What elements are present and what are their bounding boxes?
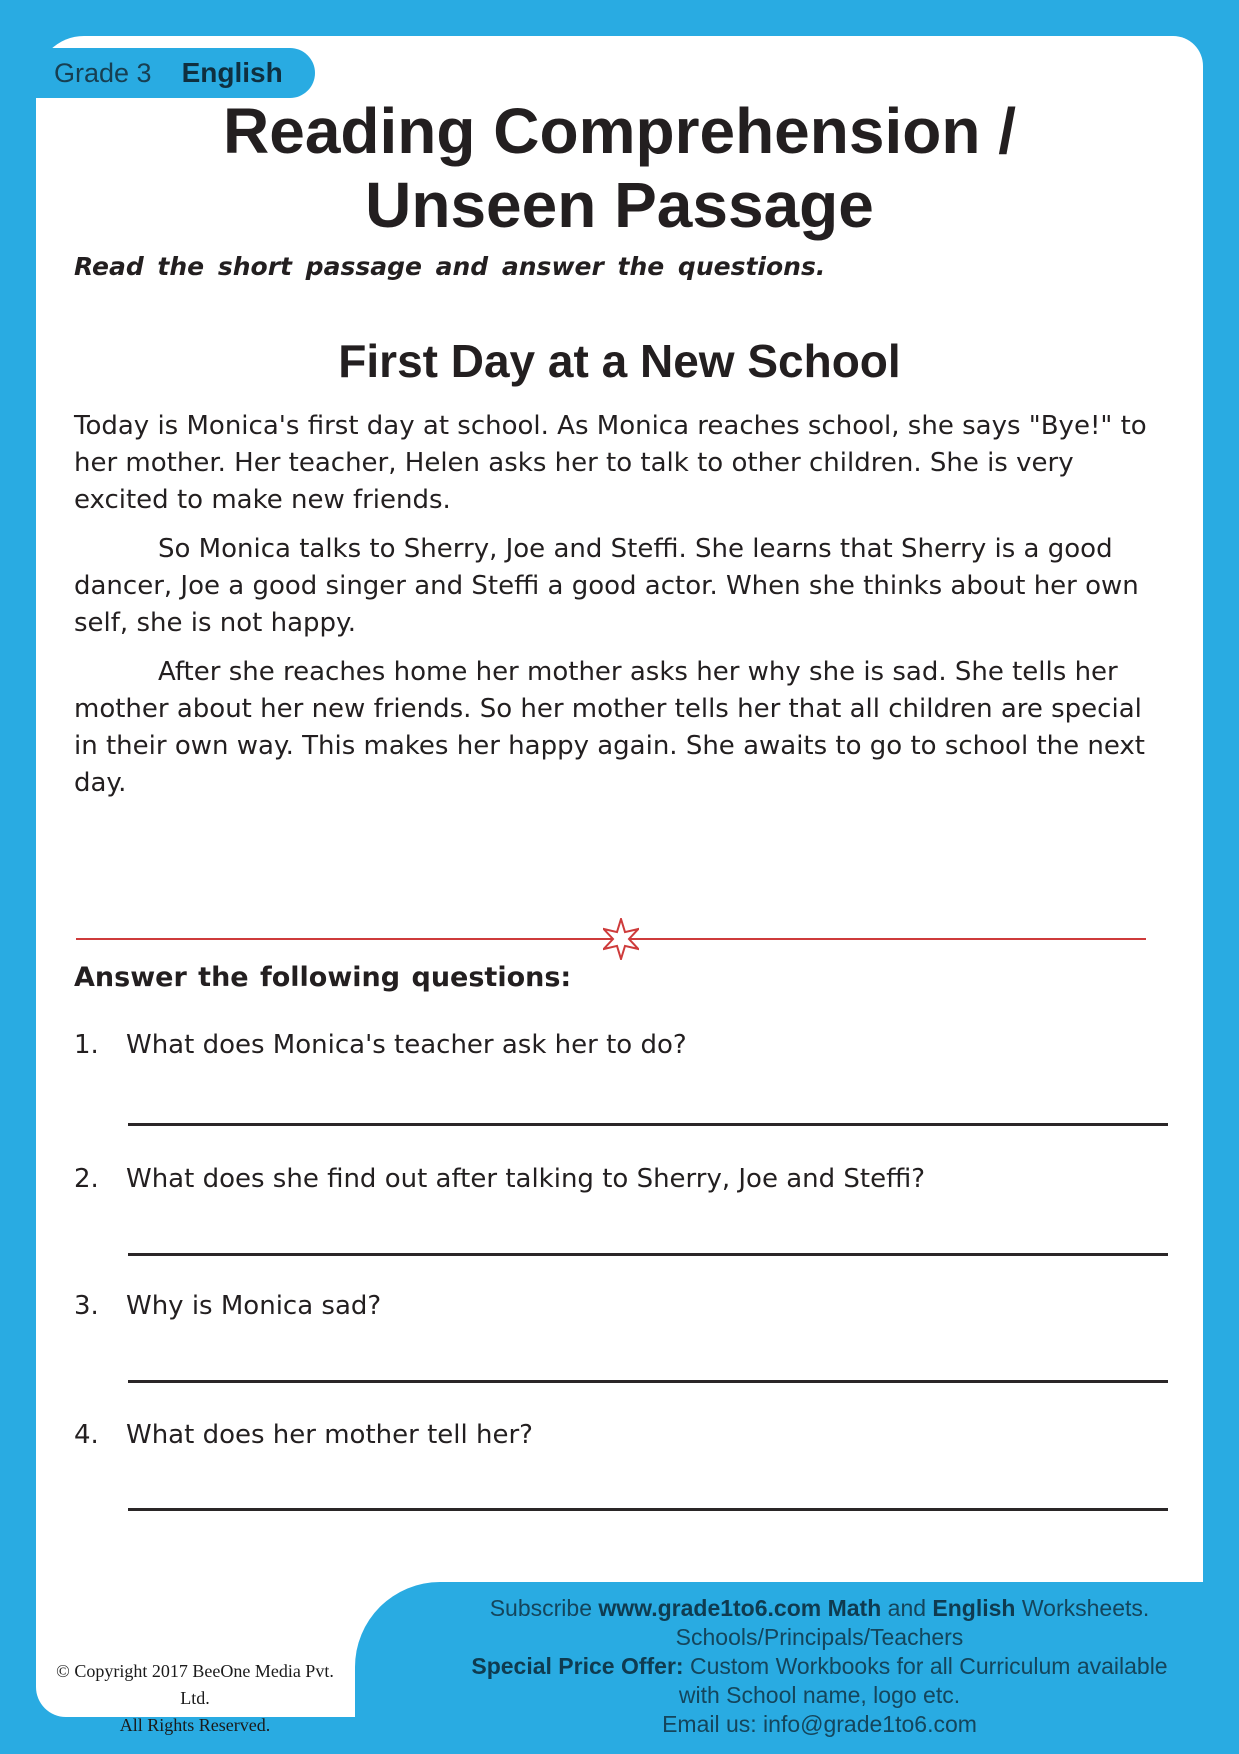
question-number: 4. (74, 1420, 99, 1450)
question-text: What does she find out after talking to Sherry, Joe and Steffi? (126, 1164, 926, 1194)
grade-subject-badge (30, 48, 315, 98)
question-item (74, 1164, 1150, 1194)
question-text: Why is Monica sad? (126, 1291, 382, 1321)
promo-subscribe-line (410, 1594, 1229, 1623)
passage-paragraph: After she reaches home her mother asks her why she is sad. She tells her mother about her new friends. So her mother tells her that all children are special in their own way. This makes her happy again. She awaits to go to school the next day. (74, 657, 1145, 798)
instruction-text: Read the short passage and answer the questions. (74, 252, 826, 281)
question-item (74, 1420, 1150, 1450)
answer-blank-line[interactable] (128, 1123, 1168, 1126)
question-number: 1. (74, 1030, 99, 1060)
promo-email-line[interactable]: Email us: info@grade1to6.com (662, 1711, 977, 1737)
six-point-star-icon (603, 918, 639, 960)
section-divider (76, 938, 1146, 940)
question-item (74, 1030, 1150, 1060)
question-item (74, 1291, 1150, 1321)
promo-customization-line: with School name, logo etc. (678, 1682, 961, 1708)
answer-blank-line[interactable] (128, 1380, 1168, 1383)
page-title-line2: Unseen Passage (365, 169, 874, 241)
question-text: What does Monica's teacher ask her to do? (126, 1030, 687, 1060)
grade-label: Grade 3 (54, 57, 152, 88)
promo-subscribe-prefix: Subscribe (489, 1595, 599, 1621)
answer-blank-line[interactable] (128, 1253, 1168, 1256)
question-number: 2. (74, 1164, 99, 1194)
promo-offer-text: Custom Workbooks for all Curriculum available (683, 1653, 1168, 1679)
promo-offer-label: Special Price Offer: (471, 1653, 684, 1679)
promo-english-label: English (932, 1595, 1016, 1621)
question-number: 3. (74, 1291, 99, 1321)
promo-offer-line (410, 1652, 1229, 1681)
promo-audience-line: Schools/Principals/Teachers (675, 1624, 964, 1650)
page-title (36, 94, 1203, 242)
promo-website-link[interactable]: www.grade1to6.com Math (598, 1595, 882, 1621)
copyright-notice (40, 1658, 350, 1739)
promo-subscribe-suffix: Worksheets. (1015, 1595, 1150, 1621)
copyright-line2: All Rights Reserved. (119, 1715, 271, 1735)
passage-paragraph: So Monica talks to Sherry, Joe and Steffi. She learns that Sherry is a good dancer, Joe a good singer and Steffi a good actor. When she thinks about her own self, she is not happy. (74, 534, 1139, 638)
page-title-line1: Reading Comprehension / (223, 95, 1016, 167)
promo-footer-panel (355, 1582, 1239, 1754)
passage-body (74, 408, 1150, 814)
subject-label: English (181, 57, 283, 88)
promo-subscribe-mid: and (881, 1595, 933, 1621)
copyright-line1: © Copyright 2017 BeeOne Media Pvt. Ltd. (56, 1661, 334, 1708)
passage-paragraph: Today is Monica's first day at school. As Monica reaches school, she says "Bye!" to her mother. Her teacher, Helen asks her to talk to other children. She is very excited to make new friends. (74, 411, 1147, 515)
question-text: What does her mother tell her? (126, 1420, 533, 1450)
passage-heading: First Day at a New School (338, 335, 901, 387)
answer-blank-line[interactable] (128, 1508, 1168, 1511)
questions-heading: Answer the following questions: (74, 962, 572, 993)
